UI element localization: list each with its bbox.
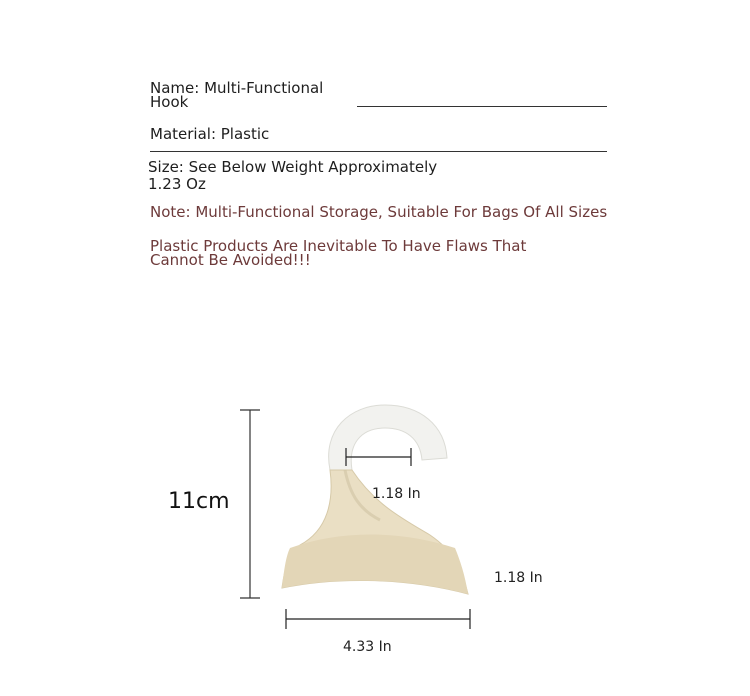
- spec-name: Name: Multi-Functional Hook: [150, 79, 324, 111]
- hook-width-label: 1.18 In: [372, 486, 421, 502]
- note-flaws: Plastic Products Are Inevitable To Have Flaws That Cannot Be Avoided!!!: [150, 237, 527, 269]
- spec-material: Material: Plastic: [150, 125, 270, 143]
- height-label: 11cm: [168, 489, 230, 514]
- depth-label: 1.18 In: [494, 570, 543, 586]
- base-width-dimension-line: [286, 609, 470, 629]
- hook-width-dimension-line: [346, 448, 411, 466]
- height-dimension-line: [240, 410, 260, 598]
- note-storage: Note: Multi-Functional Storage, Suitable For Bags Of All Sizes: [150, 203, 608, 221]
- spec-size: Size: See Below Weight Approximately 1.23 Oz: [148, 158, 438, 193]
- base-width-label: 4.33 In: [343, 639, 392, 655]
